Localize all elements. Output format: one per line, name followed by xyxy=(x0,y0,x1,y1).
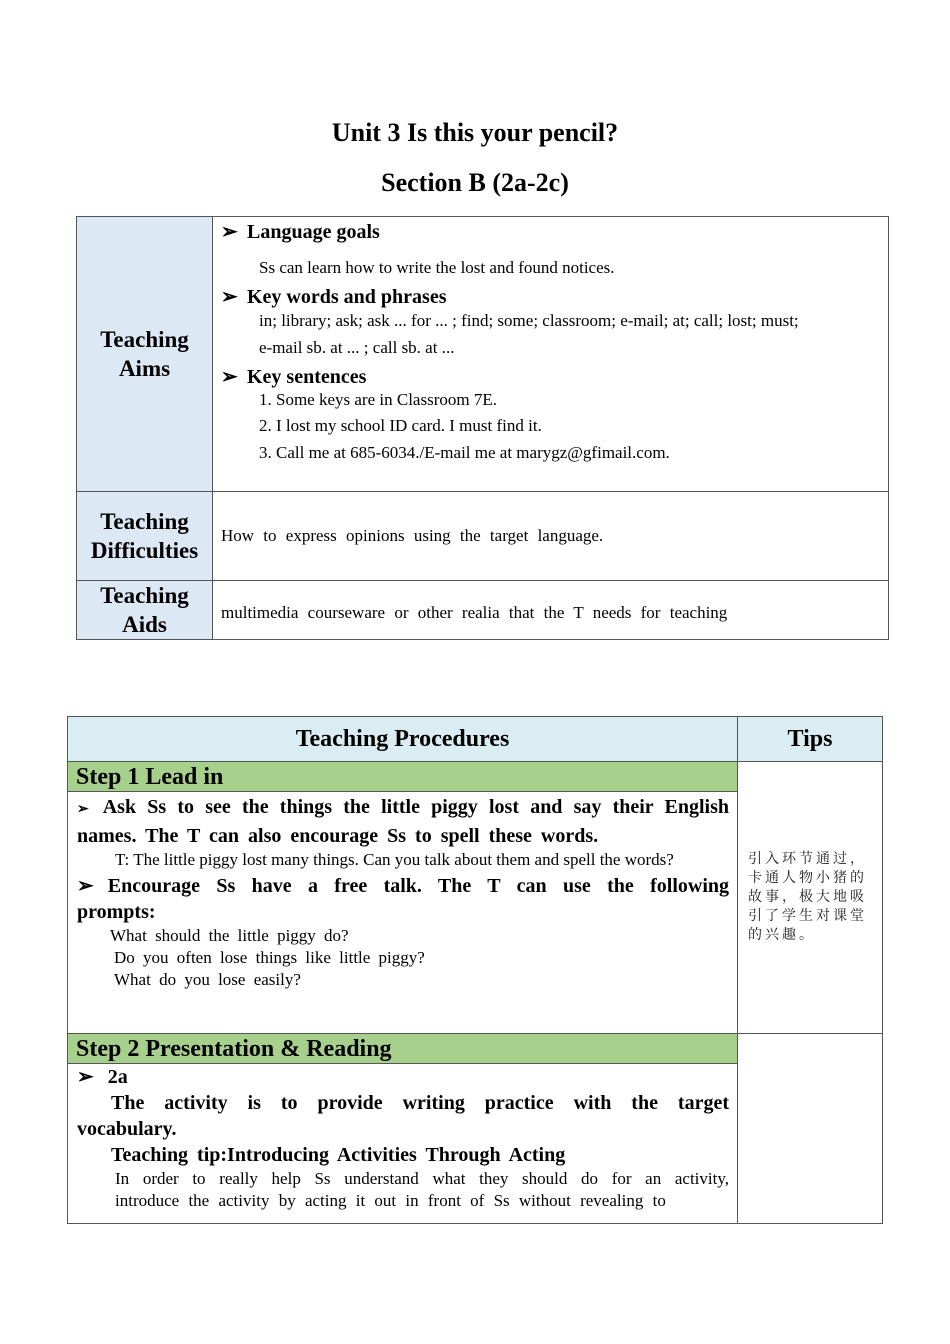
tips-header: Tips xyxy=(738,717,883,762)
key-words-line-1: in; library; ask; ask ... for ... ; find; some; classroom; e-mail; at; call; lost; must; xyxy=(259,311,799,330)
arrow-bullet-icon: ➢ xyxy=(221,366,238,388)
teaching-difficulties-label: Teaching Difficulties xyxy=(77,492,213,581)
key-sentence-1: 1. Some keys are in Classroom 7E. xyxy=(259,390,497,409)
step-2-tip-text: In order to really help Ss understand what they should do for an activity, introduce the activity by acting it out in front of Ss without revealing to xyxy=(115,1169,729,1210)
language-goals-heading: ➢ Language goals xyxy=(221,221,380,243)
arrow-bullet-icon: ➢ xyxy=(221,221,238,243)
key-words-heading: ➢ Key words and phrases xyxy=(221,286,447,308)
step-2-activity: The activity is to provide writing practice with the target vocabulary. xyxy=(77,1092,729,1140)
arrow-bullet-icon: ➢ xyxy=(77,802,89,817)
step-1-prompt-1: What should the little piggy do? xyxy=(110,926,349,945)
key-sentences-heading: ➢ Key sentences xyxy=(221,366,367,388)
procedures-header: Teaching Procedures xyxy=(68,717,738,762)
teaching-aims-table xyxy=(76,216,889,640)
step-1-bullet-1: ➢ Ask Ss to see the things the little piggy lost and say their English names. The T can also encourage Ss to spell these words. xyxy=(77,796,729,847)
step-1-prompt-2: Do you often lose things like little piggy? xyxy=(114,948,425,967)
teaching-aims-label: Teaching Aims xyxy=(77,217,213,492)
teaching-aids-label: Teaching Aids xyxy=(77,581,213,640)
step-1-content xyxy=(68,792,738,1034)
step-1-prompt-3: What do you lose easily? xyxy=(114,970,301,989)
teaching-aims-content xyxy=(213,217,889,492)
arrow-bullet-icon: ➢ xyxy=(77,875,94,897)
step-1-title: Step 1 Lead in xyxy=(68,762,738,792)
key-sentence-2: 2. I lost my school ID card. I must find it. xyxy=(259,416,542,435)
step-2-content xyxy=(68,1064,738,1224)
step-2-tip-cell xyxy=(738,1034,883,1224)
step-2-title: Step 2 Presentation & Reading xyxy=(68,1034,738,1064)
page-title: Unit 3 Is this your pencil? xyxy=(331,118,619,147)
step-1-bullet-2: ➢ Encourage Ss have a free talk. The T can use the following prompts: xyxy=(77,875,729,923)
step-2-teaching-tip: Teaching tip:Introducing Activities Through Acting xyxy=(111,1144,566,1166)
key-words-line-2: e-mail sb. at ... ; call sb. at ... xyxy=(259,338,455,357)
step-1-teacher-line: T: The little piggy lost many things. Can you talk about them and spell the words? xyxy=(115,850,674,869)
section-subtitle: Section B (2a-2c) xyxy=(381,168,569,197)
teaching-difficulties-text: How to express opinions using the target language. xyxy=(213,492,889,581)
step-1-tip: 引入环节通过，卡通人物小猪的故事，极大地吸引了学生对课堂的兴趣。 xyxy=(738,762,883,1034)
teaching-procedures-table xyxy=(67,716,883,1224)
language-goals-text: Ss can learn how to write the lost and found notices. xyxy=(259,258,615,277)
arrow-bullet-icon: ➢ xyxy=(221,286,238,308)
step-2-bullet: ➢ 2a xyxy=(77,1066,128,1088)
arrow-bullet-icon: ➢ xyxy=(77,1066,94,1088)
teaching-aids-text: multimedia courseware or other realia that the T needs for teaching xyxy=(213,581,889,640)
key-sentence-3: 3. Call me at 685-6034./E-mail me at marygz@gfimail.com. xyxy=(259,443,670,462)
